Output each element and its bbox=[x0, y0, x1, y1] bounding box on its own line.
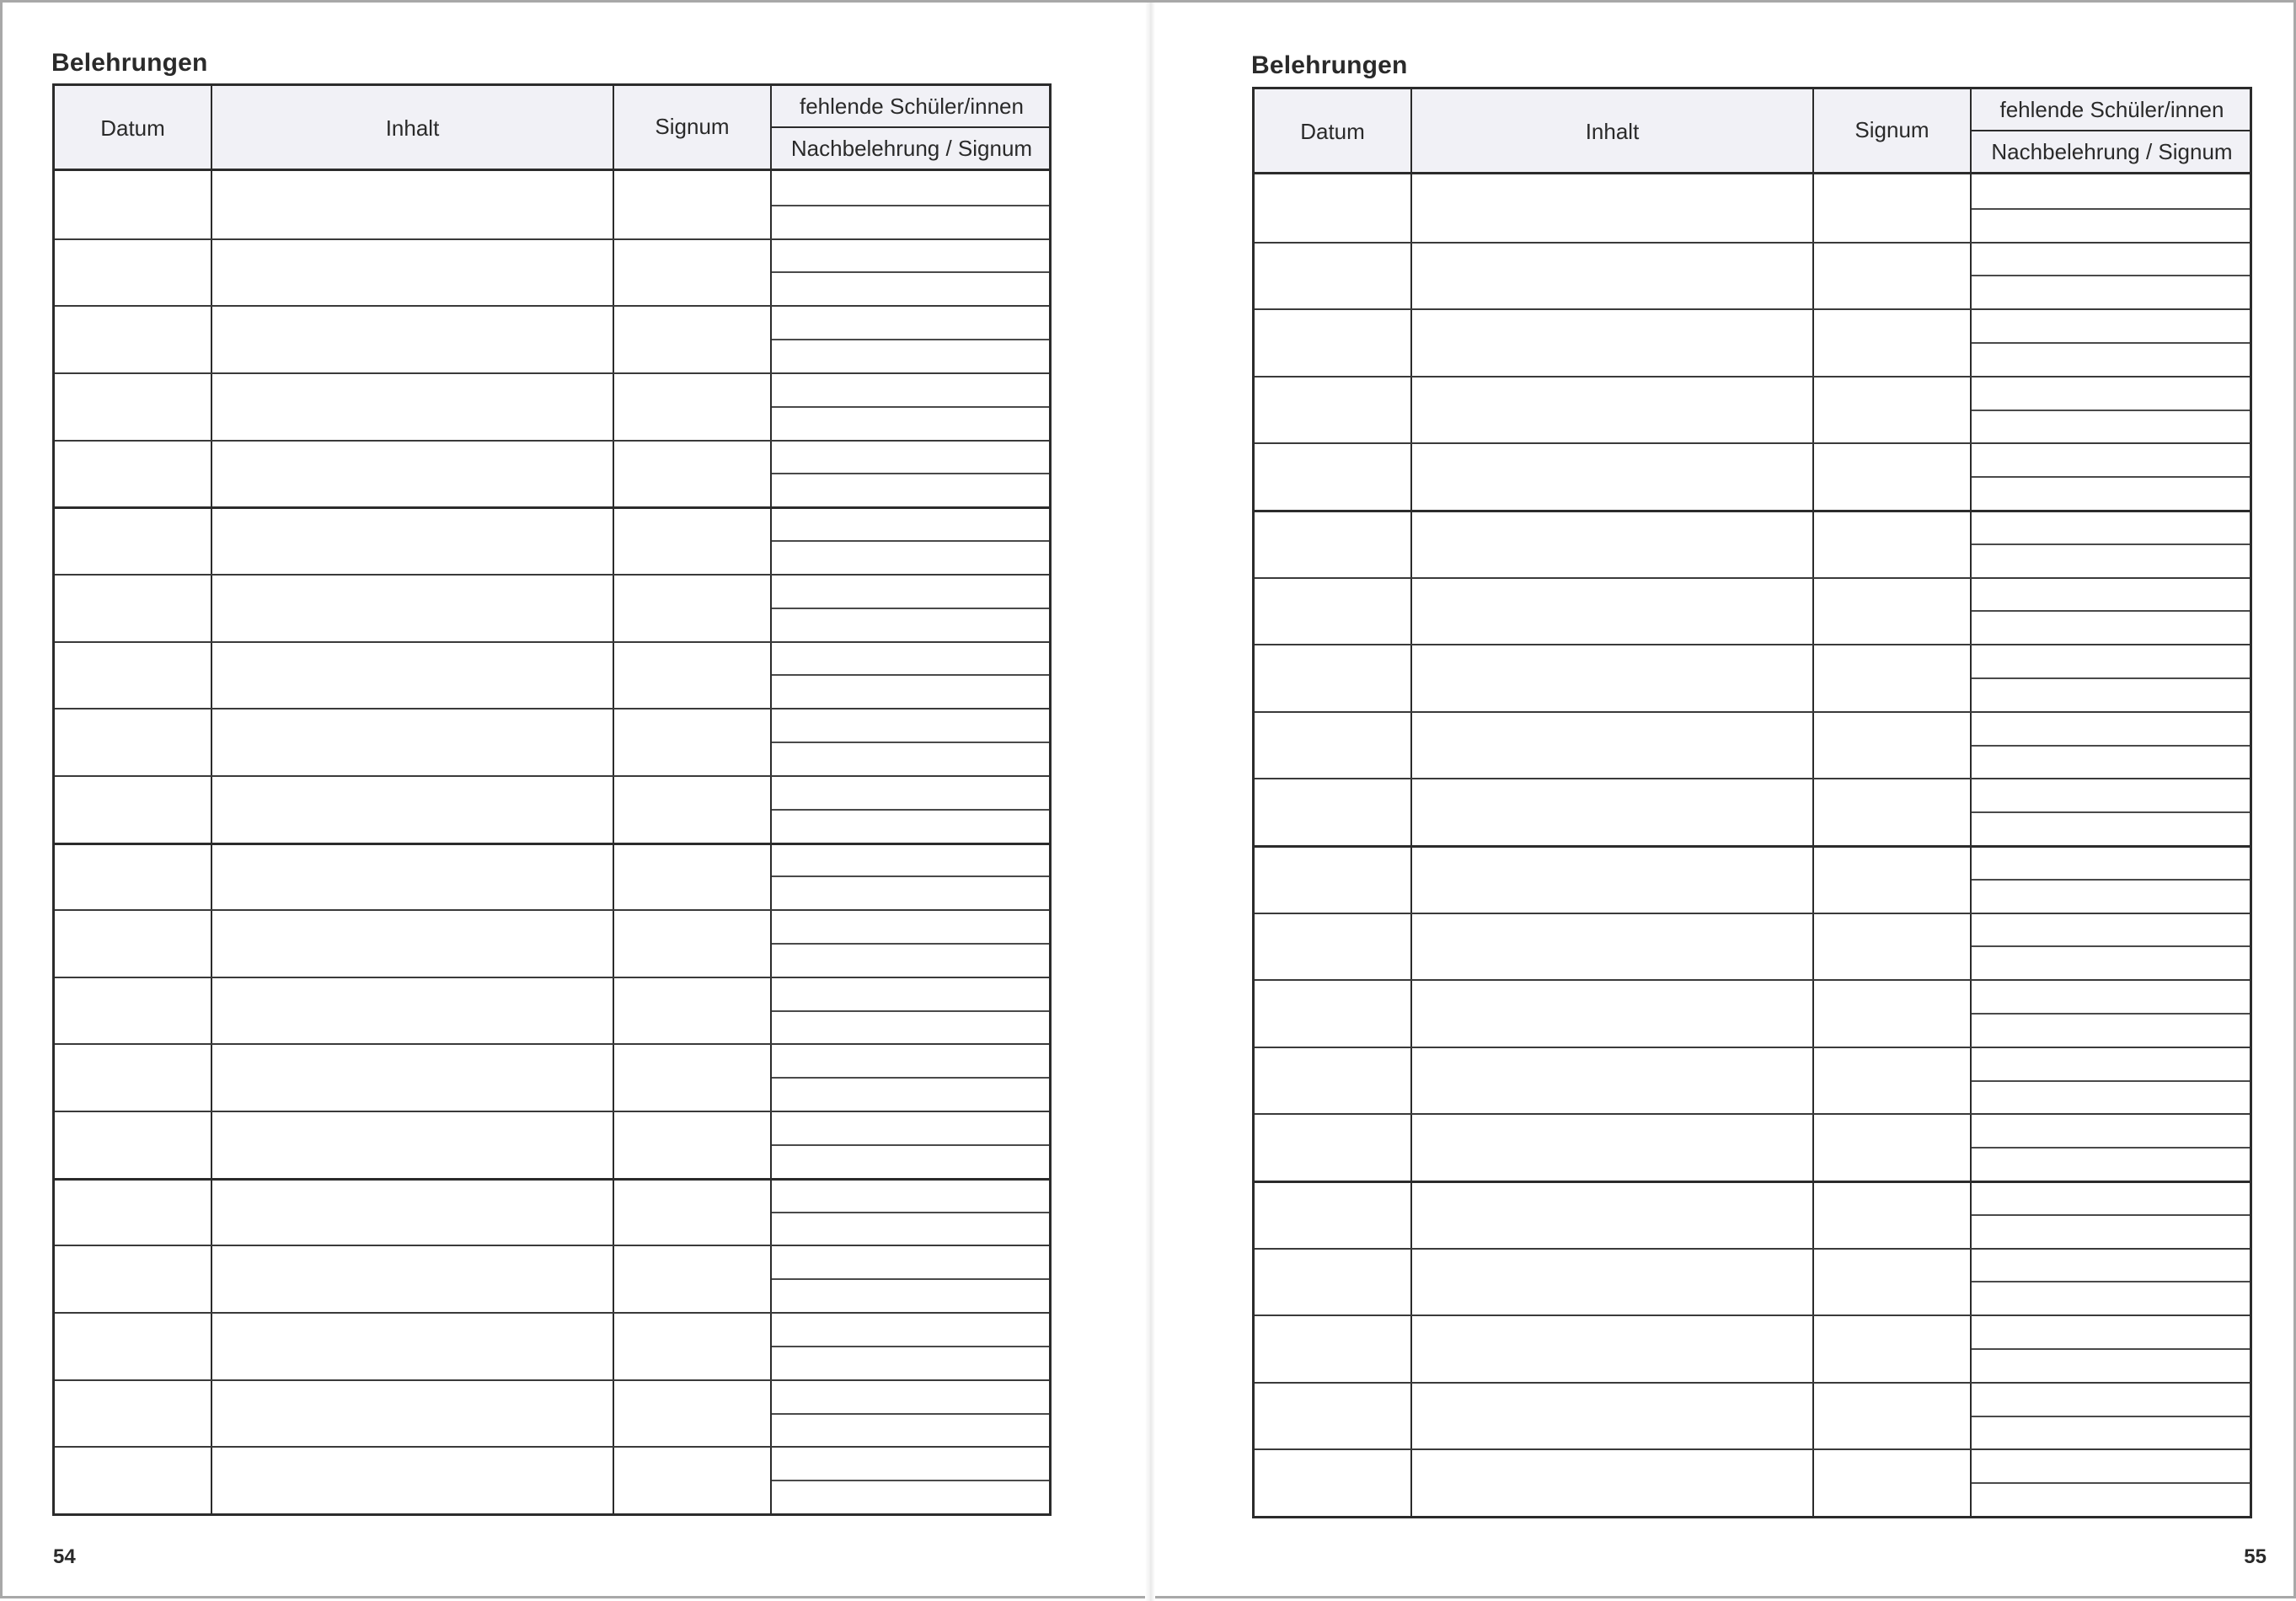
row-subdivider bbox=[772, 1413, 1049, 1415]
row-divider bbox=[55, 909, 1049, 911]
row-subdivider bbox=[1972, 1147, 2250, 1149]
instruction-log-table bbox=[1252, 87, 2252, 1518]
header-datum: Datum bbox=[100, 115, 165, 141]
header-nachbelehrung-signum: Nachbelehrung / Signum bbox=[790, 136, 1033, 161]
header-signum: Signum bbox=[655, 114, 730, 139]
header-signum: Signum bbox=[1854, 117, 1929, 142]
row-divider bbox=[55, 1111, 1049, 1112]
row-divider bbox=[55, 574, 1049, 576]
row-divider bbox=[1255, 1113, 2250, 1115]
row-group-divider bbox=[1255, 1181, 2250, 1183]
row-divider bbox=[55, 440, 1049, 442]
row-group-divider bbox=[1255, 510, 2250, 512]
table-header bbox=[1255, 89, 2250, 174]
header-fehlende-schueler: fehlende Schüler/innen bbox=[1999, 97, 2224, 122]
row-subdivider bbox=[1972, 610, 2250, 612]
column-divider bbox=[211, 86, 212, 1513]
row-divider bbox=[1255, 577, 2250, 579]
row-divider bbox=[55, 641, 1049, 643]
row-subdivider bbox=[1972, 677, 2250, 679]
row-subdivider bbox=[772, 943, 1049, 945]
header-nachbelehrung-signum: Nachbelehrung / Signum bbox=[1991, 139, 2233, 164]
row-subdivider bbox=[772, 608, 1049, 609]
row-subdivider bbox=[1972, 1214, 2250, 1216]
page-gutter bbox=[1145, 3, 1155, 1601]
row-subdivider bbox=[772, 271, 1049, 273]
row-subdivider bbox=[772, 1346, 1049, 1347]
page-right bbox=[1155, 3, 2296, 1601]
row-divider bbox=[55, 305, 1049, 307]
header-inhalt: Inhalt bbox=[1585, 119, 1640, 144]
row-divider bbox=[55, 1446, 1049, 1448]
row-divider bbox=[55, 1043, 1049, 1045]
row-subdivider bbox=[772, 406, 1049, 408]
page-number: 55 bbox=[2244, 1545, 2267, 1568]
header-split-line bbox=[772, 126, 1049, 128]
row-subdivider bbox=[772, 339, 1049, 340]
row-divider bbox=[55, 1312, 1049, 1314]
column-divider bbox=[1410, 89, 1412, 1516]
row-divider bbox=[55, 1379, 1049, 1381]
page-title: Belehrungen bbox=[1251, 51, 1408, 79]
column-divider bbox=[1970, 89, 1972, 1516]
row-subdivider bbox=[772, 1480, 1049, 1481]
row-divider bbox=[1255, 242, 2250, 244]
row-divider bbox=[55, 775, 1049, 777]
row-subdivider bbox=[1972, 1080, 2250, 1082]
row-divider bbox=[1255, 1382, 2250, 1384]
row-subdivider bbox=[1972, 1348, 2250, 1350]
header-inhalt: Inhalt bbox=[385, 115, 440, 141]
row-divider bbox=[55, 977, 1049, 978]
row-divider bbox=[55, 1245, 1049, 1246]
row-subdivider bbox=[1972, 275, 2250, 276]
row-divider bbox=[1255, 442, 2250, 444]
row-group-divider bbox=[55, 1178, 1049, 1181]
page-left bbox=[3, 3, 1145, 1601]
row-divider bbox=[1255, 1448, 2250, 1450]
header-fehlende-schueler: fehlende Schüler/innen bbox=[800, 94, 1024, 119]
row-group-divider bbox=[55, 506, 1049, 509]
header-split-line bbox=[1972, 130, 2250, 131]
row-divider bbox=[1255, 913, 2250, 914]
row-subdivider bbox=[772, 540, 1049, 542]
row-subdivider bbox=[1972, 1416, 2250, 1417]
row-divider bbox=[55, 372, 1049, 374]
header-datum: Datum bbox=[1300, 119, 1365, 144]
row-divider bbox=[1255, 1315, 2250, 1316]
row-subdivider bbox=[772, 1144, 1049, 1146]
row-subdivider bbox=[772, 1077, 1049, 1079]
row-divider bbox=[1255, 979, 2250, 981]
instruction-log-table bbox=[52, 83, 1052, 1516]
row-subdivider bbox=[772, 473, 1049, 474]
row-subdivider bbox=[772, 674, 1049, 676]
row-divider bbox=[1255, 711, 2250, 713]
row-subdivider bbox=[772, 1212, 1049, 1213]
row-subdivider bbox=[772, 742, 1049, 743]
row-subdivider bbox=[772, 1010, 1049, 1012]
row-divider bbox=[1255, 1248, 2250, 1250]
table-header bbox=[55, 86, 1049, 171]
row-subdivider bbox=[1972, 945, 2250, 947]
row-divider bbox=[55, 238, 1049, 240]
row-subdivider bbox=[1972, 410, 2250, 411]
row-subdivider bbox=[1972, 208, 2250, 210]
row-divider bbox=[1255, 308, 2250, 310]
column-divider bbox=[770, 86, 772, 1513]
row-group-divider bbox=[55, 843, 1049, 845]
row-subdivider bbox=[1972, 745, 2250, 747]
row-subdivider bbox=[772, 875, 1049, 877]
row-subdivider bbox=[1972, 879, 2250, 881]
column-divider bbox=[1812, 89, 1814, 1516]
column-divider bbox=[613, 86, 614, 1513]
row-divider bbox=[1255, 778, 2250, 779]
row-subdivider bbox=[772, 205, 1049, 206]
row-subdivider bbox=[772, 1278, 1049, 1280]
row-group-divider bbox=[1255, 845, 2250, 848]
page-number: 54 bbox=[53, 1545, 76, 1568]
row-divider bbox=[1255, 644, 2250, 645]
page-title: Belehrungen bbox=[51, 49, 208, 77]
row-subdivider bbox=[1972, 1013, 2250, 1015]
row-subdivider bbox=[772, 809, 1049, 811]
row-subdivider bbox=[1972, 543, 2250, 545]
row-subdivider bbox=[1972, 476, 2250, 478]
row-subdivider bbox=[1972, 1281, 2250, 1282]
row-subdivider bbox=[1972, 342, 2250, 344]
row-subdivider bbox=[1972, 811, 2250, 813]
row-divider bbox=[55, 708, 1049, 709]
row-divider bbox=[1255, 1047, 2250, 1048]
row-divider bbox=[1255, 376, 2250, 377]
row-subdivider bbox=[1972, 1482, 2250, 1484]
